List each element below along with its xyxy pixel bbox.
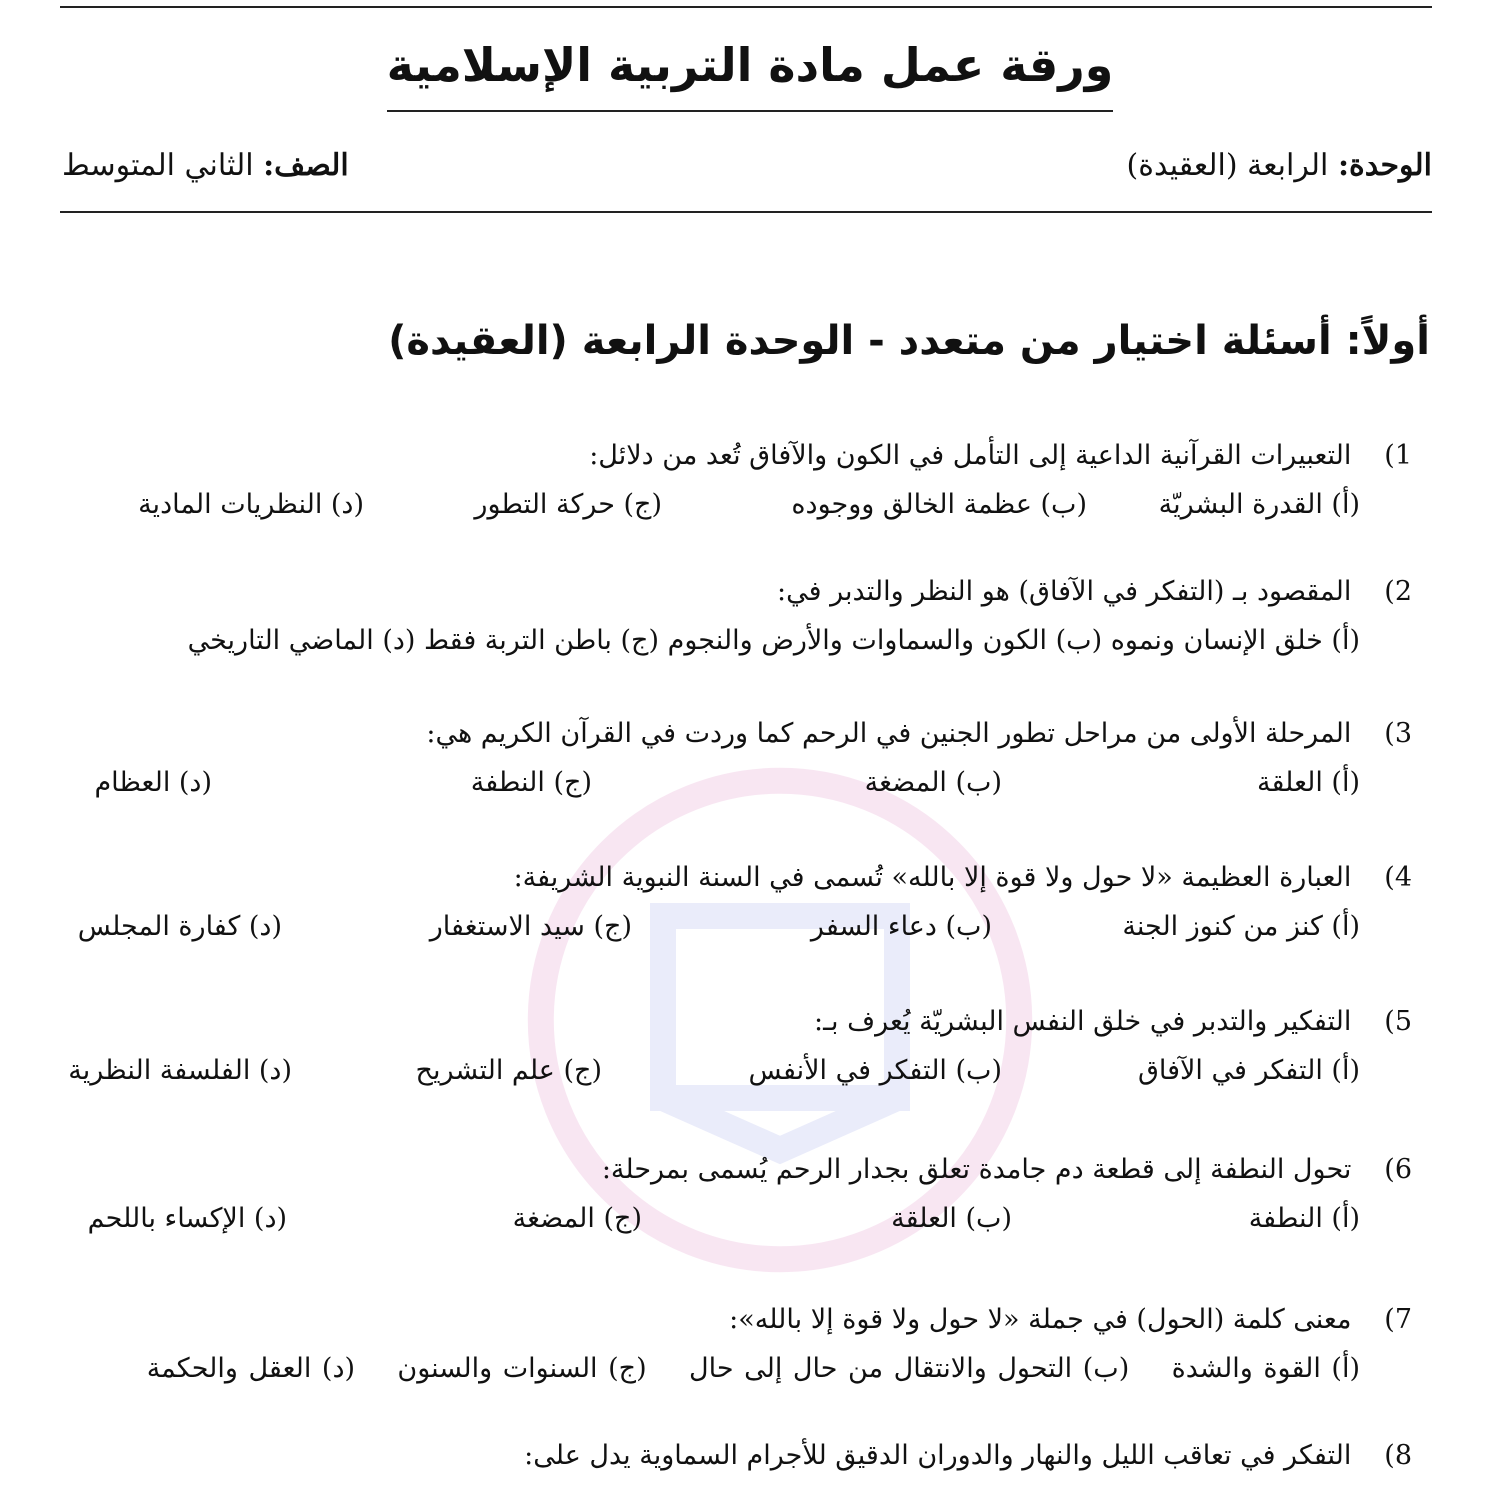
option-d[interactable]: (د) كفارة المجلس — [77, 911, 282, 942]
option-c[interactable]: (ج) السنوات والسنون — [397, 1353, 647, 1384]
question-stem: معنى كلمة (الحول) في جملة «لا حول ولا قوة إلا بالله»: — [729, 1304, 1352, 1335]
header-divider — [60, 211, 1432, 213]
option-a[interactable]: (أ) القوة والشدة — [1171, 1353, 1360, 1384]
option-d[interactable]: (د) الفلسفة النظرية — [68, 1055, 292, 1086]
question-text — [40, 1298, 1412, 1342]
question-text — [40, 1434, 1412, 1478]
question-2 — [40, 570, 1412, 664]
option-d[interactable]: (د) العظام — [94, 767, 212, 798]
question-stem: التعبيرات القرآنية الداعية إلى التأمل في الكون والآفاق تُعد من دلائل: — [589, 440, 1352, 471]
option-a[interactable]: (أ) كنز من كنوز الجنة — [1122, 911, 1360, 942]
question-8 — [40, 1434, 1412, 1478]
option-b[interactable]: (ب) التحول والانتقال من حال إلى حال — [688, 1353, 1130, 1384]
grade-value: الثاني المتوسط — [62, 148, 254, 183]
unit-value: الرابعة (العقيدة) — [1126, 148, 1329, 183]
question-text — [40, 434, 1412, 478]
title-container — [0, 38, 1500, 112]
question-text — [40, 1000, 1412, 1044]
question-text — [40, 712, 1412, 756]
options-row — [40, 482, 1412, 528]
question-number: 4) — [1384, 862, 1412, 893]
unit-info — [1127, 148, 1432, 183]
option-a[interactable]: (أ) النطفة — [1248, 1203, 1360, 1234]
option-c[interactable]: (ج) باطن التربة فقط — [424, 625, 660, 656]
option-b[interactable]: (ب) عظمة الخالق ووجوده — [791, 489, 1087, 520]
question-stem: العبارة العظيمة «لا حول ولا قوة إلا بالله» تُسمى في السنة النبوية الشريفة: — [513, 862, 1352, 893]
option-d[interactable]: (د) الإكساء باللحم — [87, 1203, 287, 1234]
question-number: 2) — [1384, 576, 1412, 607]
option-b[interactable]: (ب) دعاء السفر — [810, 911, 992, 942]
question-text — [40, 856, 1412, 900]
question-number: 7) — [1384, 1304, 1412, 1335]
question-stem: التفكر في تعاقب الليل والنهار والدوران الدقيق للأجرام السماوية يدل على: — [524, 1440, 1352, 1471]
question-number: 8) — [1384, 1440, 1412, 1471]
page-title: ورقة عمل مادة التربية الإسلامية — [387, 38, 1114, 112]
question-3 — [40, 712, 1412, 806]
option-c[interactable]: (ج) علم التشريح — [415, 1055, 602, 1086]
option-d[interactable]: (د) الماضي التاريخي — [187, 625, 416, 656]
question-stem: المقصود بـ (التفكر في الآفاق) هو النظر والتدبر في: — [777, 576, 1352, 607]
option-a[interactable]: (أ) القدرة البشريّة — [1158, 489, 1360, 520]
section-heading: أولاً: أسئلة اختيار من متعدد - الوحدة الرابعة (العقيدة) — [388, 318, 1430, 364]
question-number: 6) — [1384, 1154, 1412, 1185]
option-b[interactable]: (ب) العلقة — [891, 1203, 1012, 1234]
option-b[interactable]: (ب) المضغة — [864, 767, 1002, 798]
option-a[interactable]: (أ) العلقة — [1257, 767, 1360, 798]
question-number: 3) — [1384, 718, 1412, 749]
option-b[interactable]: (ب) التفكر في الأنفس — [748, 1055, 1002, 1086]
option-c[interactable]: (ج) المضغة — [512, 1203, 642, 1234]
top-rule — [60, 6, 1432, 8]
option-d[interactable]: (د) العقل والحكمة — [146, 1353, 356, 1384]
question-1 — [40, 434, 1412, 528]
question-stem: المرحلة الأولى من مراحل تطور الجنين في الرحم كما وردت في القرآن الكريم هي: — [426, 718, 1352, 749]
question-6 — [40, 1148, 1412, 1242]
option-a[interactable]: (أ) التفكر في الآفاق — [1137, 1055, 1360, 1086]
options-row — [40, 1196, 1412, 1242]
options-row — [40, 1346, 1412, 1392]
question-text — [40, 1148, 1412, 1192]
grade-info — [62, 148, 349, 183]
option-b[interactable]: (ب) الكون والسماوات والأرض والنجوم — [667, 625, 1103, 656]
options-row — [40, 1048, 1412, 1094]
grade-label: الصف: — [263, 148, 349, 183]
question-4 — [40, 856, 1412, 950]
question-7 — [40, 1298, 1412, 1392]
option-c[interactable]: (ج) سيد الاستغفار — [429, 911, 632, 942]
option-a[interactable]: (أ) خلق الإنسان ونموه — [1110, 625, 1360, 656]
question-5 — [40, 1000, 1412, 1094]
question-stem: تحول النطفة إلى قطعة دم جامدة تعلق بجدار الرحم يُسمى بمرحلة: — [601, 1154, 1352, 1185]
question-stem: التفكير والتدبر في خلق النفس البشريّة يُعرف بـ: — [814, 1006, 1352, 1037]
options-row — [40, 618, 1412, 664]
option-d[interactable]: (د) النظريات المادية — [138, 489, 364, 520]
question-number: 5) — [1384, 1006, 1412, 1037]
options-row — [40, 760, 1412, 806]
options-row — [40, 904, 1412, 950]
option-c[interactable]: (ج) حركة التطور — [474, 489, 662, 520]
unit-label: الوحدة: — [1337, 148, 1432, 183]
option-c[interactable]: (ج) النطفة — [470, 767, 592, 798]
question-text — [40, 570, 1412, 614]
question-number: 1) — [1384, 440, 1412, 471]
